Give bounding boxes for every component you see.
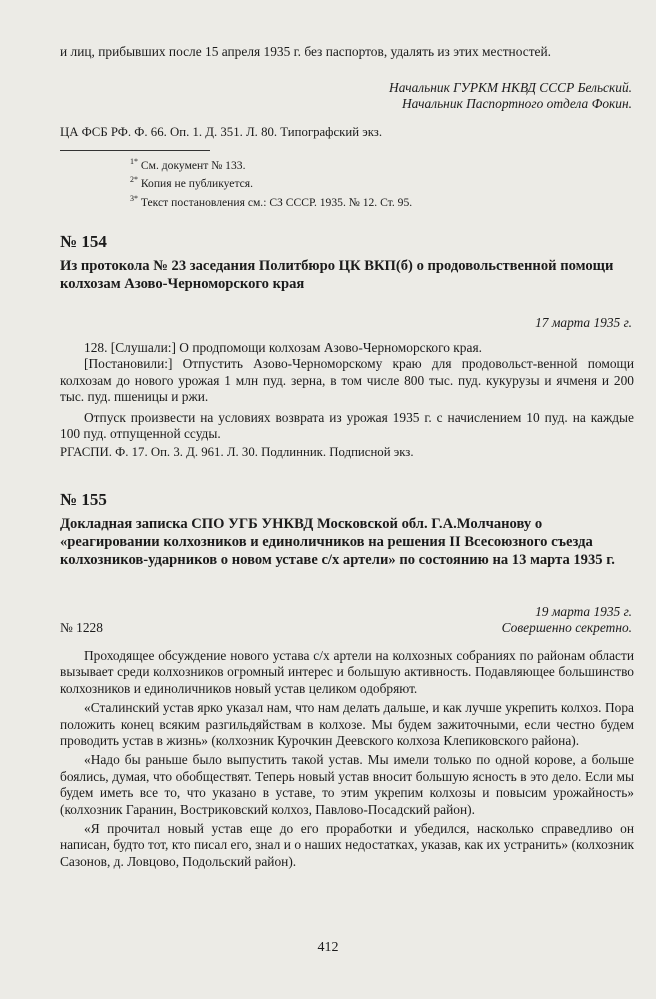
- doc-154-number: № 154: [60, 232, 107, 251]
- page-number: 412: [317, 940, 339, 955]
- archive-ref-top: ЦА ФСБ РФ. Ф. 66. Оп. 1. Д. 351. Л. 80. Типографский экз.: [60, 125, 383, 139]
- doc-154-archive-ref: РГАСПИ. Ф. 17. Оп. 3. Д. 961. Л. 30. Подлинник. Подписной экз.: [60, 445, 414, 459]
- signature-belsky: Начальник ГУРКМ НКВД СССР Бельский.: [389, 80, 632, 95]
- quote-kurochkin: «Сталинский устав ярко указал нам, что нам делать дальше, и как лучше укрепить колхоз. Пора положить конец всяким разгильдяйствам в колхозе. Мы будем зажиточными, если честно будем проводить устав в жизнь» (колхозник Курочкин Деевского колхоза Клепиковского района).: [60, 700, 634, 749]
- continuation-paragraph: [60, 44, 634, 60]
- doc-154-heard: 128. [Слушали:] О продпомощи колхозам Азово-Черноморского края.: [84, 340, 482, 355]
- footnote-2: $^{2*}$ Копия не публикуется.: [130, 175, 254, 191]
- doc-155-number: № 155: [60, 490, 107, 509]
- doc-154-terms: Отпуск произвести на условиях возврата из урожая 1935 г. с начислением 10 пуд. на каждые 100 пуд. отпущенной ссуды.: [60, 409, 634, 442]
- doc-155-intro: Проходящее обсуждение нового устава с/х артели на колхозных собраниях по районам области вызывает среди колхозников огромный интерес и большую активность. Подавляющее большинство колхозников и единоличников новый устав целиком одобряют.: [60, 648, 634, 696]
- signature-block: [389, 80, 632, 113]
- footnote-1: $^{1*}$ См. документ № 133.: [130, 157, 246, 172]
- doc-154-body: [60, 340, 634, 442]
- doc-155-secrecy: Совершенно секретно.: [501, 620, 632, 635]
- doc-155-title: Докладная записка СПО УГБ УНКВД Московской обл. Г.А.Молчанову о «реагировании колхозников и единоличников на решения II Всесоюзного съезда колхозников-ударников о новом уставе с/х артели» по состоянию на 13 марта 1935 г.: [60, 516, 615, 568]
- quote-sazonov: «Я прочитал новый устав еще до его проработки и убедился, насколько справедливо он написан, будто тот, кто писал его, знал и о наших недостатках, указав, как их устранить» (колхозник Сазонов, д. Ловцово, Подольский район).: [60, 821, 634, 869]
- doc-154-resolved: [Постановили:] Отпустить Азово-Черноморскому краю для продовольст-венной помощи колхозам до нового урожая 1 млн пуд. зерна, в том числе 800 тыс. пуд. кукурузы и ячменя и 200 тыс. пуд. пшеницы и ржи.: [60, 356, 634, 405]
- doc-154-date: 17 марта 1935 г.: [535, 315, 632, 330]
- doc-154-title: Из протокола № 23 заседания Политбюро ЦК ВКП(б) о продовольственной помощи колхозам Азово-Черноморского края: [60, 258, 614, 292]
- footnotes: [130, 155, 412, 210]
- doc-155-body: [60, 648, 634, 870]
- footnote-divider: [60, 150, 210, 151]
- continuation-text: и лиц, прибывших после 15 апреля 1935 г. без паспортов, удалять из этих местностей.: [60, 44, 551, 59]
- doc-155-regnum: № 1228: [60, 620, 103, 635]
- quote-garanin: «Надо бы раньше было выпустить такой устав. Мы имели только по одной корове, а больше боялись, думая, что обобществят. Теперь новый устав вносит большую ясность в это дело. Если мы будем иметь все то, что указано в уставе, то этим укрепим колхозы и повысим урожайность» (колхозник Гаранин, Вострикoвский колхоз, Павлово-Посадский район).: [60, 752, 634, 817]
- footnote-3: $^{3*}$ Текст постановления см.: СЗ СССР. 1935. № 12. Ст. 95.: [130, 193, 413, 209]
- doc-155-date: 19 марта 1935 г.: [535, 604, 632, 619]
- signature-fokin: Начальник Паспортного отдела Фокин.: [401, 96, 632, 112]
